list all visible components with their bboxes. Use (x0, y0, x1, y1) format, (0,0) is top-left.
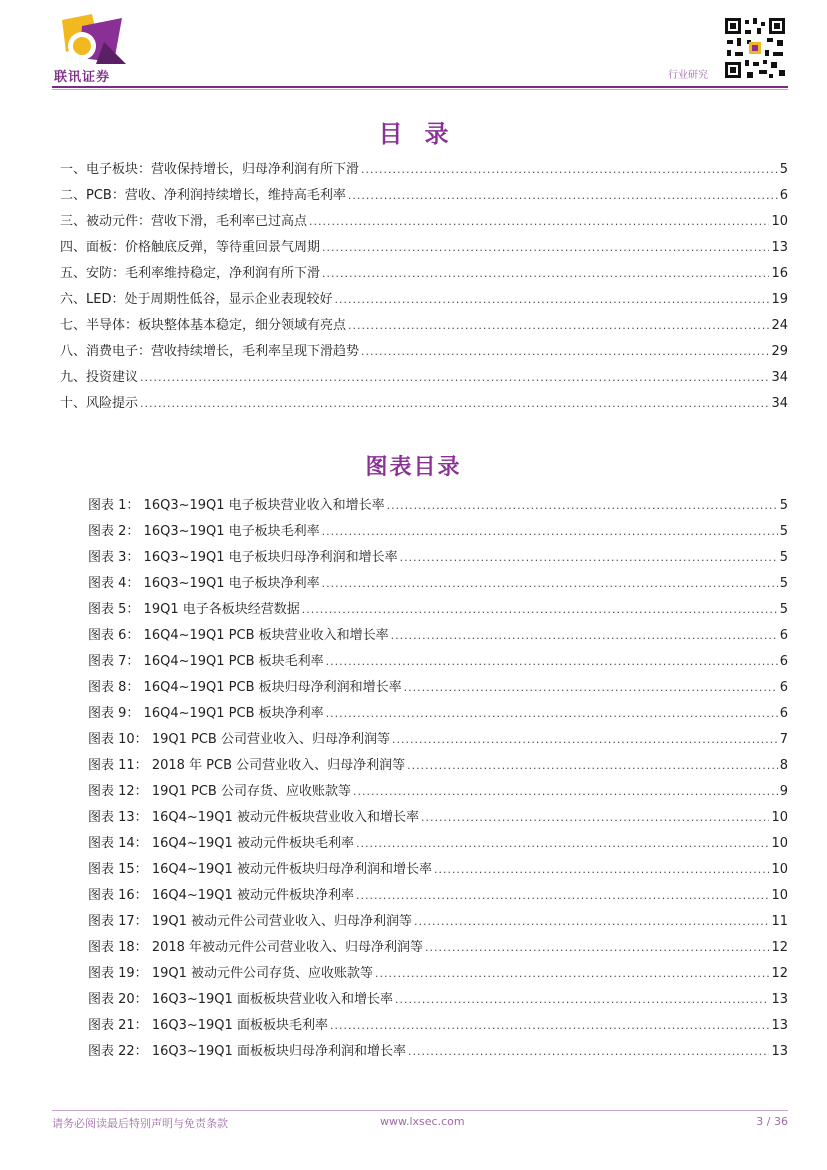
page-header (0, 0, 827, 92)
leader-dots (425, 941, 769, 954)
leader-dots (348, 319, 769, 332)
figure-item-page: 5 (779, 498, 788, 513)
figure-item[interactable] (88, 858, 788, 884)
figure-item[interactable] (88, 572, 788, 598)
figure-item-page: 5 (779, 550, 788, 565)
figure-item-page: 10 (771, 810, 788, 825)
figure-label: 图表 14： (88, 836, 148, 851)
leader-dots (322, 267, 769, 280)
leader-dots (302, 603, 778, 616)
leader-dots (434, 863, 770, 876)
figure-item-page: 6 (779, 706, 788, 721)
figure-item-page: 7 (779, 732, 788, 747)
figure-item-page: 10 (771, 836, 788, 851)
toc-item-page: 16 (771, 266, 788, 281)
figure-label: 图表 8： (88, 680, 140, 695)
figure-caption: 19Q1 PCB 公司营业收入、归母净利润等 (151, 732, 390, 747)
leader-dots (326, 655, 778, 668)
figure-caption: 16Q4~19Q1 PCB 板块净利率 (143, 706, 324, 721)
figure-item-page: 13 (771, 992, 788, 1007)
figure-item-page: 11 (771, 914, 788, 929)
figure-item[interactable] (88, 624, 788, 650)
figure-caption: 16Q4~19Q1 PCB 板块毛利率 (143, 654, 324, 669)
figure-item[interactable] (88, 806, 788, 832)
toc-item-page: 5 (779, 162, 788, 177)
figure-item[interactable] (88, 520, 788, 546)
leader-dots (309, 215, 769, 228)
toc-item-text: 三、被动元件：营收下滑，毛利率已过高点 (60, 214, 308, 229)
figure-label: 图表 11： (88, 758, 148, 773)
figure-item-text (88, 650, 324, 669)
leader-dots (408, 1045, 770, 1058)
toc-item[interactable] (60, 184, 788, 210)
figure-item[interactable] (88, 910, 788, 936)
toc-item-page: 34 (771, 370, 788, 385)
figure-item-page: 6 (779, 628, 788, 643)
figure-label: 图表 9： (88, 706, 140, 721)
figure-item-page: 5 (779, 524, 788, 539)
figure-item[interactable] (88, 702, 788, 728)
leader-dots (400, 551, 778, 564)
leader-dots (348, 189, 778, 202)
figure-item-text (88, 676, 402, 695)
figure-label: 图表 5： (88, 602, 140, 617)
figure-item-page: 10 (771, 888, 788, 903)
figure-item-text (88, 1014, 328, 1033)
footer-disclaimer: 请务必阅读最后特别声明与免责条款 (52, 1117, 228, 1130)
figure-item-page: 9 (779, 784, 788, 799)
toc-item-text: 九、投资建议 (60, 370, 139, 385)
figure-item-text (88, 858, 432, 877)
leader-dots (353, 785, 778, 798)
figure-item[interactable] (88, 598, 788, 624)
figure-label: 图表 20： (88, 992, 148, 1007)
toc-item-text: 一、电子板块：营收保持增长，归母净利润有所下滑 (60, 162, 360, 177)
toc-title: 目录 (378, 120, 471, 148)
toc-item-text: 五、安防：毛利率维持稳定，净利润有所下滑 (60, 266, 321, 281)
figure-caption: 16Q3~19Q1 电子板块毛利率 (143, 524, 320, 539)
toc-item-text: 八、消费电子：营收持续增长，毛利率呈现下滑趋势 (60, 344, 360, 359)
toc-item[interactable] (60, 288, 788, 314)
toc-item-text: 四、面板：价格触底反弹，等待重回景气周期 (60, 240, 321, 255)
toc-item-page: 34 (771, 396, 788, 411)
figure-item-page: 8 (779, 758, 788, 773)
figure-caption: 19Q1 被动元件公司营业收入、归母净利润等 (151, 914, 413, 929)
figure-caption: 16Q3~19Q1 面板板块毛利率 (151, 1018, 328, 1033)
figure-label: 图表 21： (88, 1018, 148, 1033)
figure-item-page: 10 (771, 862, 788, 877)
leader-dots (375, 967, 769, 980)
figure-caption: 2018 年 PCB 公司营业收入、归母净利润等 (151, 758, 406, 773)
toc-item-text: 二、PCB：营收、净利润持续增长，维持高毛利率 (60, 188, 346, 203)
figure-item-page: 5 (779, 576, 788, 591)
toc-item[interactable] (60, 392, 788, 418)
figure-item-page: 6 (779, 680, 788, 695)
figure-item[interactable] (88, 1014, 788, 1040)
figure-item[interactable] (88, 936, 788, 962)
figure-label: 图表 18： (88, 940, 148, 955)
leader-dots (407, 759, 778, 772)
figure-label: 图表 1： (88, 498, 140, 513)
figure-caption: 16Q4~19Q1 被动元件板块归母净利润和增长率 (151, 862, 432, 877)
figure-label: 图表 4： (88, 576, 140, 591)
toc-item-page: 10 (771, 214, 788, 229)
leader-dots (421, 811, 770, 824)
figure-item-text (88, 1040, 406, 1059)
leader-dots (391, 629, 778, 642)
figure-item[interactable] (88, 962, 788, 988)
leader-dots (395, 993, 770, 1006)
leader-dots (322, 577, 778, 590)
toc-item-page: 29 (771, 344, 788, 359)
toc-item-text: 六、LED：处于周期性低谷，显示企业表现较好 (60, 292, 333, 307)
figure-item[interactable] (88, 650, 788, 676)
company-logo-text: 联讯证券 (54, 70, 111, 85)
figure-label: 图表 12： (88, 784, 148, 799)
figure-caption: 16Q3~19Q1 电子板块营业收入和增长率 (143, 498, 385, 513)
leader-dots (387, 499, 778, 512)
toc-item-page: 19 (771, 292, 788, 307)
figure-item-text (88, 494, 385, 513)
figure-label: 图表 10： (88, 732, 148, 747)
figure-item-page: 12 (771, 940, 788, 955)
figure-caption: 16Q4~19Q1 PCB 板块营业收入和增长率 (143, 628, 389, 643)
figure-item[interactable] (88, 494, 788, 520)
figure-item-text (88, 884, 354, 903)
figure-item-text (88, 936, 423, 955)
figure-caption: 16Q4~19Q1 被动元件板块营业收入和增长率 (151, 810, 419, 825)
leader-dots (140, 371, 769, 384)
figure-item[interactable] (88, 1040, 788, 1066)
figure-item-page: 6 (779, 654, 788, 669)
toc-item[interactable] (60, 210, 788, 236)
report-type-label: 行业研究 (668, 70, 708, 81)
figure-caption: 16Q3~19Q1 电子板块净利率 (143, 576, 320, 591)
figure-item[interactable] (88, 754, 788, 780)
figure-label: 图表 3： (88, 550, 140, 565)
figure-caption: 16Q4~19Q1 被动元件板块净利率 (151, 888, 354, 903)
figure-item[interactable] (88, 780, 788, 806)
toc-item[interactable] (60, 236, 788, 262)
figure-item[interactable] (88, 728, 788, 754)
footer-rule (52, 1110, 788, 1111)
figure-item[interactable] (88, 988, 788, 1014)
toc-item-page: 6 (779, 188, 788, 203)
figure-caption: 19Q1 电子各板块经营数据 (143, 602, 300, 617)
figure-item-page: 13 (771, 1044, 788, 1059)
figure-item-page: 12 (771, 966, 788, 981)
figure-caption: 19Q1 被动元件公司存货、应收账款等 (151, 966, 374, 981)
figure-item-page: 5 (779, 602, 788, 617)
leader-dots (361, 345, 769, 358)
figure-label: 图表 19： (88, 966, 148, 981)
toc-item-text: 七、半导体：板块整体基本稳定，细分领域有亮点 (60, 318, 347, 333)
footer-page-number: 3 / 36 (756, 1115, 788, 1128)
figure-label: 图表 2： (88, 524, 140, 539)
toc-item-page: 13 (771, 240, 788, 255)
leader-dots (322, 241, 769, 254)
figure-item-text (88, 546, 398, 565)
leader-dots (326, 707, 778, 720)
header-rule-thin (52, 89, 788, 90)
toc-list (60, 158, 788, 418)
figure-item[interactable] (88, 832, 788, 858)
leader-dots (140, 397, 769, 410)
qr-code-icon (723, 16, 787, 80)
figure-item-text (88, 624, 389, 643)
toc-item[interactable] (60, 340, 788, 366)
leader-dots (330, 1019, 770, 1032)
figure-item-text (88, 728, 390, 747)
figure-label: 图表 15： (88, 862, 148, 877)
figure-label: 图表 6： (88, 628, 140, 643)
figure-label: 图表 17： (88, 914, 148, 929)
toc-item-text: 十、风险提示 (60, 396, 139, 411)
figure-caption: 19Q1 PCB 公司存货、应收账款等 (151, 784, 351, 799)
figure-list-title: 图表目录 (365, 455, 462, 480)
toc-item[interactable] (60, 158, 788, 184)
figure-item-text (88, 910, 412, 929)
toc-item-page: 24 (771, 318, 788, 333)
leader-dots (361, 163, 778, 176)
header-rule (52, 86, 788, 88)
leader-dots (414, 915, 769, 928)
figure-caption: 16Q4~19Q1 被动元件板块毛利率 (151, 836, 354, 851)
figure-label: 图表 22： (88, 1044, 148, 1059)
figure-caption: 16Q4~19Q1 PCB 板块归母净利润和增长率 (143, 680, 402, 695)
toc-item[interactable] (60, 262, 788, 288)
figure-item-text (88, 754, 405, 773)
figure-item-page: 13 (771, 1018, 788, 1033)
leader-dots (334, 293, 769, 306)
leader-dots (322, 525, 778, 538)
figure-caption: 16Q3~19Q1 面板板块归母净利润和增长率 (151, 1044, 406, 1059)
figure-item-text (88, 572, 320, 591)
leader-dots (404, 681, 778, 694)
figure-label: 图表 13： (88, 810, 148, 825)
figure-caption: 16Q3~19Q1 电子板块归母净利润和增长率 (143, 550, 398, 565)
figure-label: 图表 16： (88, 888, 148, 903)
figure-caption: 2018 年被动元件公司营业收入、归母净利润等 (151, 940, 424, 955)
figure-item[interactable] (88, 884, 788, 910)
figure-label: 图表 7： (88, 654, 140, 669)
leader-dots (356, 889, 770, 902)
figure-item-text (88, 780, 351, 799)
figure-item-text (88, 520, 320, 539)
figure-item-text (88, 962, 373, 981)
figure-caption: 16Q3~19Q1 面板板块营业收入和增长率 (151, 992, 393, 1007)
figure-item-text (88, 832, 354, 851)
figure-item[interactable] (88, 546, 788, 572)
figure-item-text (88, 988, 393, 1007)
toc-item[interactable] (60, 366, 788, 392)
leader-dots (392, 733, 778, 746)
figure-list (88, 494, 788, 1066)
figure-item-text (88, 598, 300, 617)
leader-dots (356, 837, 770, 850)
figure-item-text (88, 806, 419, 825)
footer-website-link[interactable]: www.lxsec.com (380, 1115, 465, 1128)
toc-item[interactable] (60, 314, 788, 340)
figure-item[interactable] (88, 676, 788, 702)
figure-item-text (88, 702, 324, 721)
